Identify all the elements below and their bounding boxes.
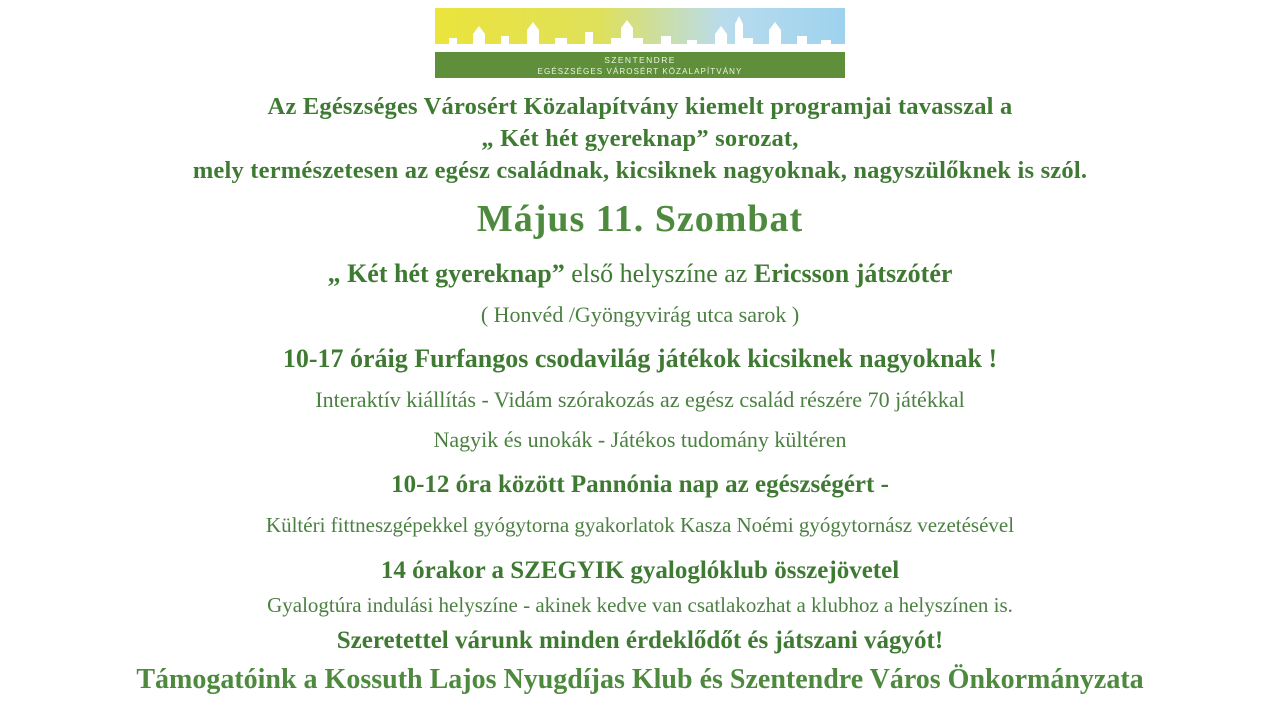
venue-middle-text: első helyszíne az [571, 258, 748, 288]
program-3-desc: Gyalogtúra indulási helyszíne - akinek kedve van csatlakozhat a klubhoz a helyszínen is. [267, 592, 1013, 617]
event-date: Május 11. Szombat [476, 197, 804, 240]
sponsors-line: Támogatóink a Kossuth Lajos Nyugdíjas Klub és Szentendre Város Önkormányzata [136, 663, 1144, 695]
program-1-title: 10-17 óráig Furfangos csodavilág játékok kicsiknek nagyoknak ! [282, 343, 998, 373]
program-2-title: 10-12 óra között Pannónia nap az egészségért - [391, 470, 889, 498]
venue-series-name: „ Két hét gyereknap” [327, 258, 565, 288]
foundation-logo [435, 8, 845, 78]
program-3-title: 14 órakor a SZEGYIK gyaloglóklub összejövetel [380, 557, 900, 585]
venue-address: ( Honvéd /Gyöngyvirág utca sarok ) [480, 301, 800, 327]
intro-line-2: „ Két hét gyereknap” sorozat, [481, 124, 799, 152]
program-1-desc-1: Interaktív kiállítás - Vidám szórakozás az egész család részére 70 játékkal [315, 387, 965, 413]
logo-org-subtitle: EGÉSZSÉGES VÁROSÉRT KÖZALAPÍTVÁNY [537, 67, 743, 76]
program-1-desc-2: Nagyik és unokák - Játékos tudomány kültéren [433, 427, 847, 453]
intro-line-1: Az Egészséges Városért Közalapítvány kiemelt programjai tavasszal a [267, 93, 1013, 120]
intro-line-3: mely természetesen az egész családnak, kicsiknek nagyoknak, nagyszülőknek is szól. [192, 156, 1088, 184]
venue-name: Ericsson játszótér [753, 258, 953, 288]
venue-line [20, 258, 1260, 290]
closing-line: Szeretettel várunk minden érdeklődőt és játszani vágyót! [336, 627, 944, 655]
program-2-desc: Kültéri fittneszgépekkel gyógytorna gyakorlatok Kasza Noémi gyógytornász vezetésével [265, 513, 1015, 538]
logo-image [435, 8, 845, 78]
logo-org-name: SZENTENDRE [604, 55, 676, 65]
